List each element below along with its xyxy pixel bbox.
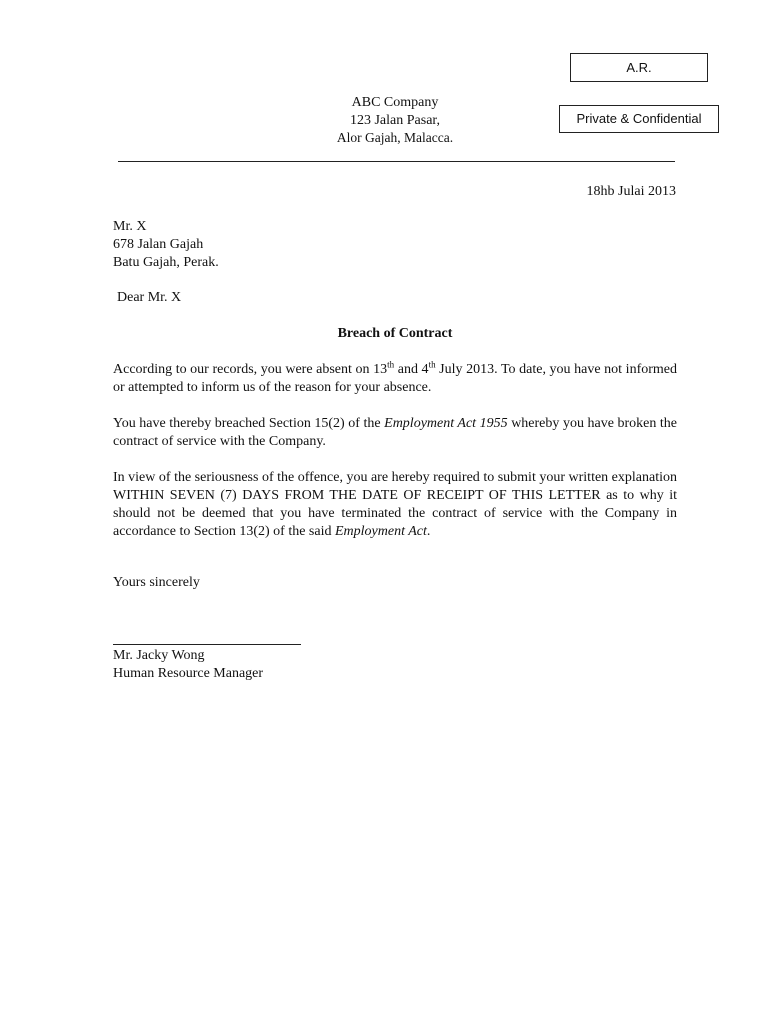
letter-date: 18hb Julai 2013: [586, 184, 676, 199]
paragraph3-text-a: In view of the seriousness of the offence, you are hereby required to submit your written explanation WITHIN SEVEN (7) DAYS FROM THE DATE OF RECEIPT OF THIS LETTER as to why it should not be deemed that you have terminated the contract of service with the Company in accordance to Section 13(2) of the said: [113, 470, 677, 539]
sender-name: ABC Company: [351, 95, 439, 110]
ordinal-suffix: th: [428, 359, 436, 370]
paragraph2-text-a: You have thereby breached Section 15(2) of the: [113, 416, 385, 431]
recipient-block: [113, 218, 219, 272]
salutation: Dear Mr. X: [117, 290, 182, 305]
paragraph1-text-c: July 2013. To date, you have not informed or attempted to inform us of the reason for your absence.: [113, 362, 677, 395]
closing: Yours sincerely: [113, 575, 200, 590]
signatory-block: [113, 647, 263, 683]
recipient-address-line2: Batu Gajah, Perak.: [113, 255, 219, 270]
act-reference: Employment Act 1955: [384, 416, 508, 431]
paragraph-explanation: [113, 469, 677, 541]
sender-address-line1: 123 Jalan Pasar,: [349, 112, 441, 128]
signature-line: [113, 644, 301, 645]
header-divider: [118, 161, 675, 162]
paragraph3-text-b: .: [426, 524, 431, 539]
recipient-address-line1: 678 Jalan Gajah: [113, 237, 204, 252]
signatory-name: Mr. Jacky Wong: [113, 648, 205, 663]
paragraph-breach: [113, 415, 677, 451]
paragraph-absence: [113, 361, 677, 397]
sender-block: [300, 94, 490, 147]
recipient-name: Mr. X: [113, 219, 147, 234]
signatory-title: Human Resource Manager: [113, 666, 264, 681]
subject-heading: Breach of Contract: [337, 326, 453, 341]
paragraph1-text-b: and 4: [394, 362, 429, 377]
paragraph1-text-a: According to our records, you were absent on 13: [113, 362, 388, 377]
paragraph2-text-b: whereby you have broken the contract of service with the Company.: [113, 416, 678, 449]
ar-badge: A.R.: [570, 53, 708, 82]
sender-address-line2: Alor Gajah, Malacca.: [336, 130, 454, 145]
act-reference: Employment Act: [334, 524, 427, 539]
confidentiality-badge: Private & Confidential: [559, 105, 719, 133]
ordinal-suffix: th: [387, 359, 395, 370]
